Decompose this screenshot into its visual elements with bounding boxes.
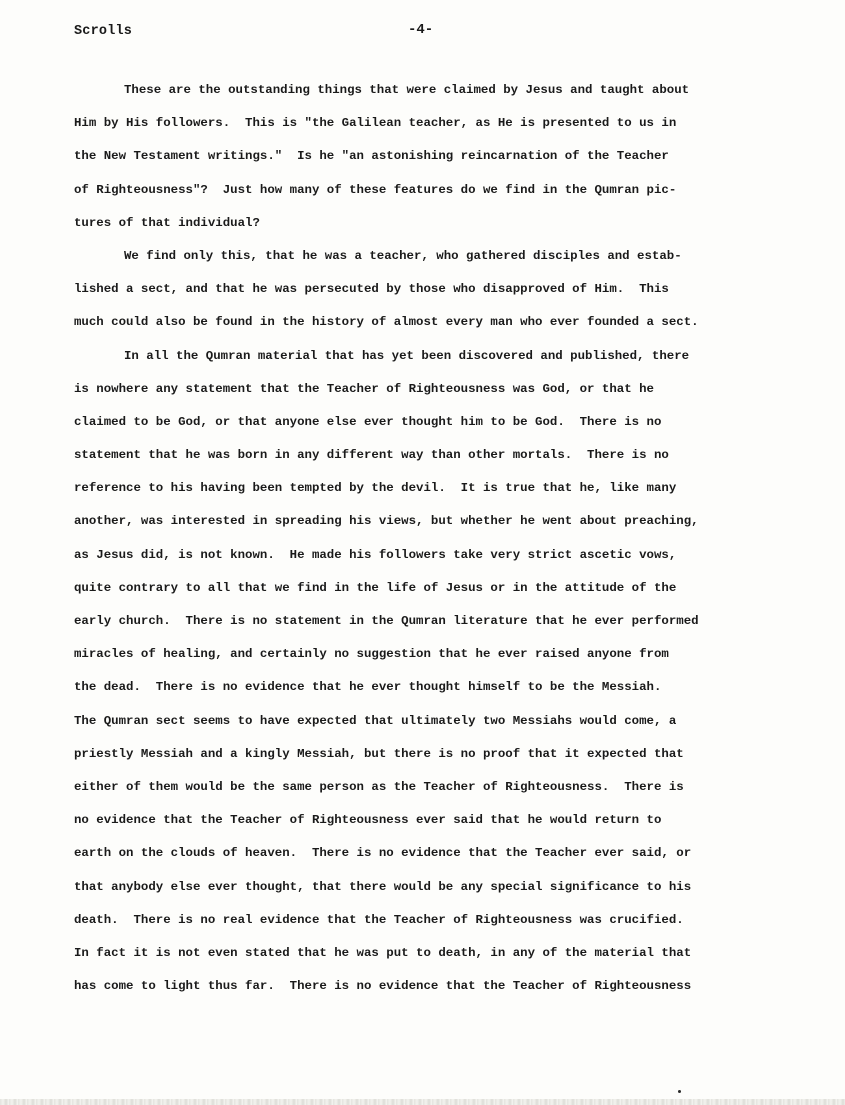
text-line: lished a sect, and that he was persecuted by those who disapproved of Him. This — [74, 282, 669, 297]
text-line: The Qumran sect seems to have expected that ultimately two Messiahs would come, a — [74, 713, 677, 728]
text-line: quite contrary to all that we find in the life of Jesus or in the attitude of the — [74, 580, 677, 595]
text-line: earth on the clouds of heaven. There is no evidence that the Teacher ever said, or — [74, 846, 692, 861]
text-line: the New Testament writings." Is he "an astonishing reincarnation of the Teacher — [74, 149, 669, 164]
page-number: -4- — [408, 22, 434, 38]
text-line: We find only this, that he was a teacher, who gathered disciples and estab- — [124, 248, 682, 263]
text-line: the dead. There is no evidence that he ever thought himself to be the Messiah. — [74, 680, 662, 695]
text-line: another, was interested in spreading his views, but whether he went about preaching, — [74, 514, 699, 529]
text-line: has come to light thus far. There is no evidence that the Teacher of Righteousness — [74, 979, 692, 994]
text-line: These are the outstanding things that were claimed by Jesus and taught about — [124, 83, 690, 97]
text-line: of Righteousness"? Just how many of these features do we find in the Qumran pic- — [74, 182, 677, 197]
scan-edge — [0, 1099, 845, 1105]
text-line: much could also be found in the history of almost every man who ever founded a sect. — [74, 315, 699, 330]
text-line: claimed to be God, or that anyone else ever thought him to be God. There is no — [74, 414, 662, 429]
running-header: Scrolls — [74, 24, 133, 39]
text-line: is nowhere any statement that the Teacher of Righteousness was God, or that he — [74, 381, 654, 396]
text-line: statement that he was born in any different way than other mortals. There is no — [74, 448, 669, 463]
body-text — [74, 74, 794, 1003]
text-line: either of them would be the same person as the Teacher of Righteousness. There is — [74, 779, 684, 794]
text-line: tures of that individual? — [74, 215, 260, 230]
text-line: priestly Messiah and a kingly Messiah, but there is no proof that it expected that — [74, 746, 684, 761]
text-line: as Jesus did, is not known. He made his followers take very strict ascetic vows, — [74, 547, 677, 562]
text-line: reference to his having been tempted by the devil. It is true that he, like many — [74, 481, 677, 496]
text-line: that anybody else ever thought, that there would be any special significance to his — [74, 879, 692, 894]
ink-speck — [678, 1090, 681, 1093]
text-line: early church. There is no statement in the Qumran literature that he ever performed — [74, 614, 699, 628]
text-line: In fact it is not even stated that he was put to death, in any of the material that — [74, 945, 692, 960]
text-line: Him by His followers. This is "the Galilean teacher, as He is presented to us in — [74, 116, 677, 131]
text-line: death. There is no real evidence that the Teacher of Righteousness was crucified. — [74, 912, 684, 927]
text-line: no evidence that the Teacher of Righteousness ever said that he would return to — [74, 813, 662, 828]
text-line: miracles of healing, and certainly no suggestion that he ever raised anyone from — [74, 647, 669, 662]
text-line: In all the Qumran material that has yet been discovered and published, there — [124, 348, 690, 363]
